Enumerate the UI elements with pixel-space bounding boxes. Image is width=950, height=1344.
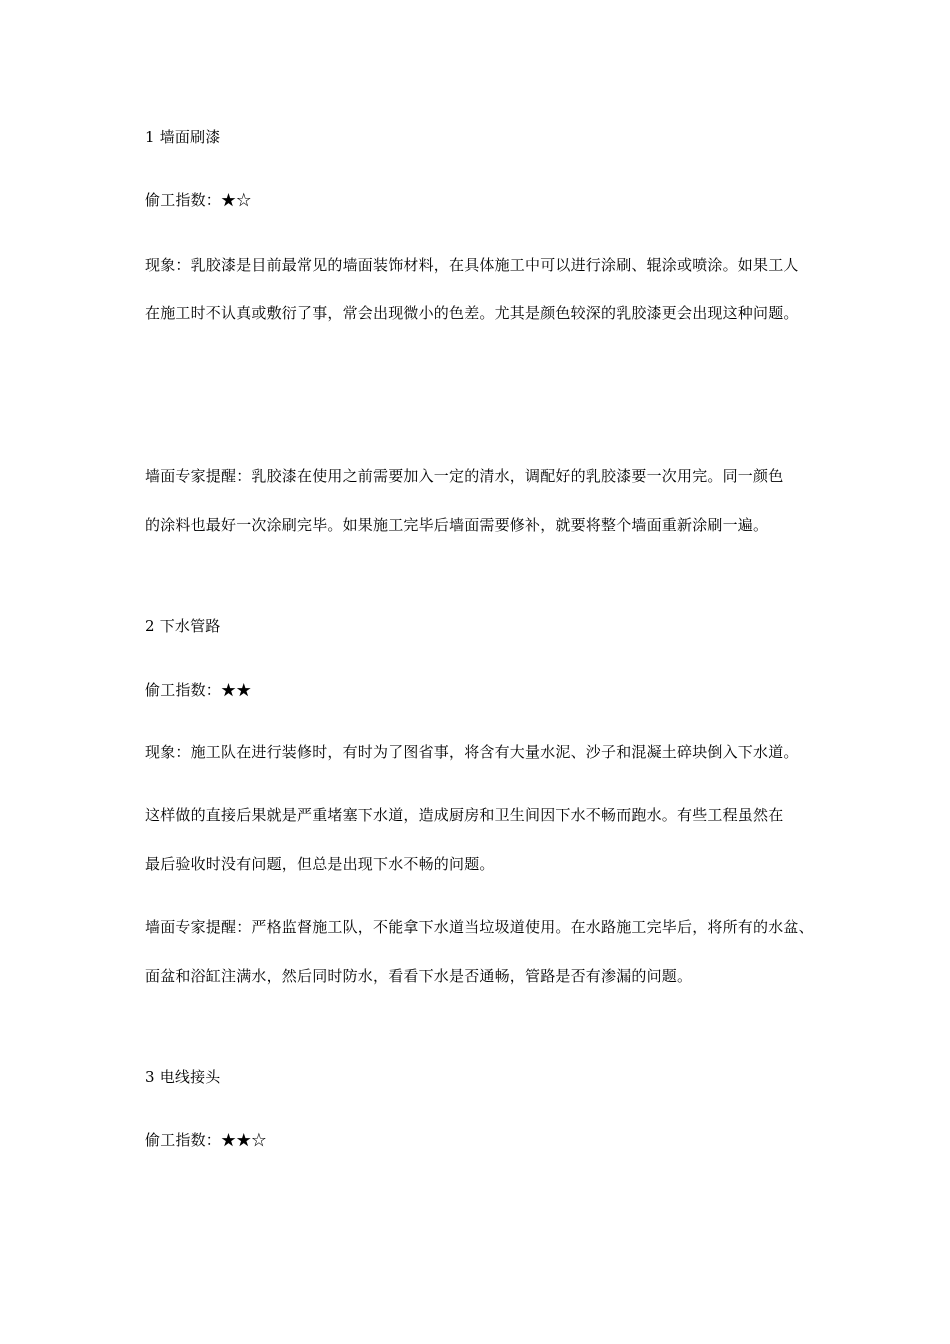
section-2-phenomenon-line-1: 现象：施工队在进行装修时，有时为了图省事，将含有大量水泥、沙子和混凝土碎块倒入下水道。 — [145, 743, 799, 761]
section-1-heading: 1 墙面刷漆 — [145, 128, 221, 146]
section-3-rating: 偷工指数：★★☆ — [145, 1131, 267, 1149]
section-2-tip-line-1: 墙面专家提醒：严格监督施工队，不能拿下水道当垃圾道使用。在水路施工完毕后，将所有的水盆、 — [145, 918, 814, 936]
section-2-tip-line-2: 面盆和浴缸注满水，然后同时防水，看看下水是否通畅，管路是否有渗漏的问题。 — [145, 967, 693, 985]
section-2-heading: 2 下水管路 — [145, 617, 221, 635]
section-1-tip-line-1: 墙面专家提醒：乳胶漆在使用之前需要加入一定的清水，调配好的乳胶漆要一次用完。同一颜色 — [145, 467, 784, 485]
section-3-heading: 3 电线接头 — [145, 1068, 221, 1086]
section-2-phenomenon-line-2: 这样做的直接后果就是严重堵塞下水道，造成厨房和卫生间因下水不畅而跑水。有些工程虽然在 — [145, 806, 784, 824]
section-1-tip-line-2: 的涂料也最好一次涂刷完毕。如果施工完毕后墙面需要修补，就要将整个墙面重新涂刷一遍。 — [145, 516, 769, 534]
section-2-rating: 偷工指数：★★ — [145, 681, 252, 699]
section-2-phenomenon-line-3: 最后验收时没有问题，但总是出现下水不畅的问题。 — [145, 855, 495, 873]
section-1-phenomenon-line-2: 在施工时不认真或敷衍了事，常会出现微小的色差。尤其是颜色较深的乳胶漆更会出现这种问题。 — [145, 304, 799, 322]
section-1-rating: 偷工指数：★☆ — [145, 191, 252, 209]
section-1-phenomenon-line-1: 现象：乳胶漆是目前最常见的墙面装饰材料，在具体施工中可以进行涂刷、辊涂或喷涂。如果工人 — [145, 256, 799, 274]
